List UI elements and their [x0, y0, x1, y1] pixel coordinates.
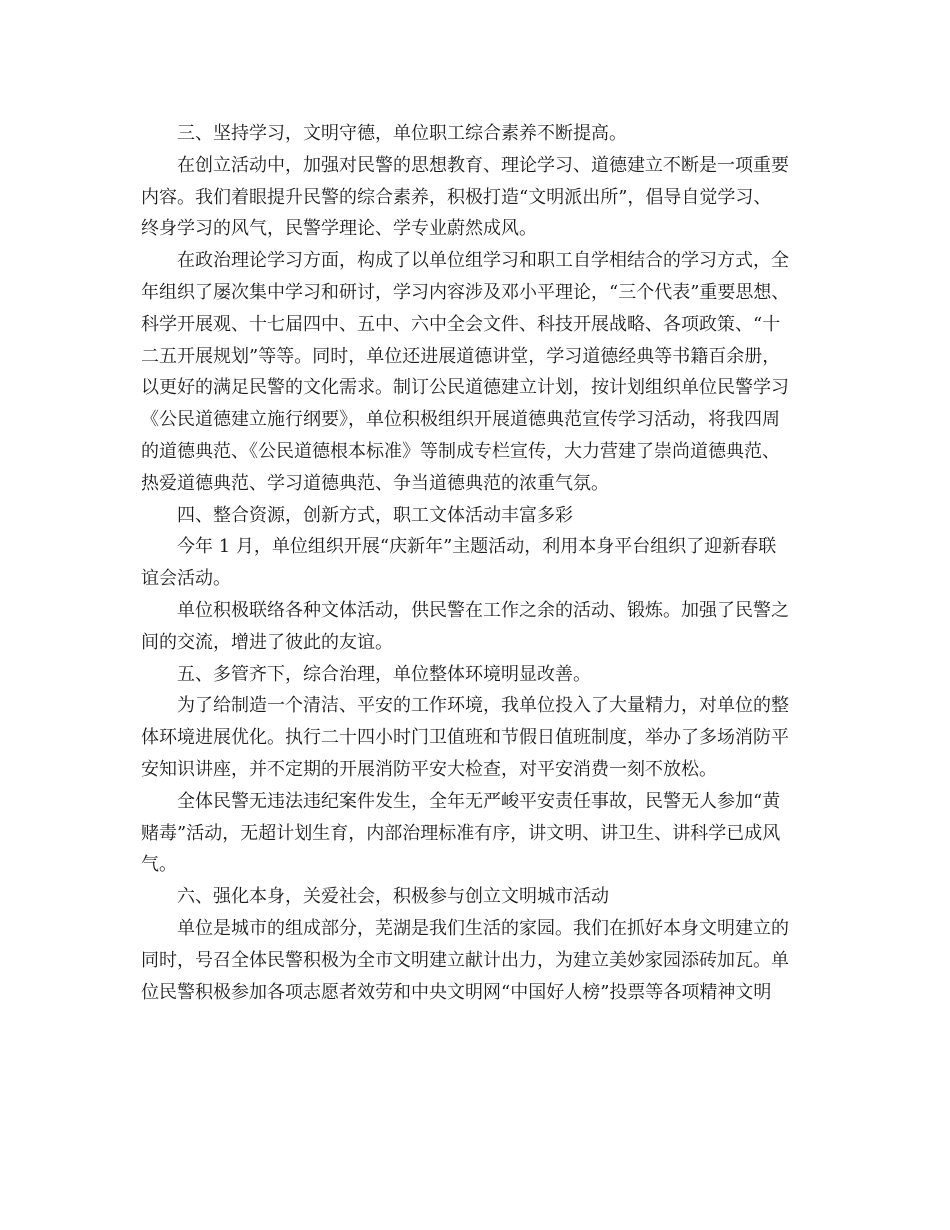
document-line: 的道德典范、《公民道德根本标准》等制成专栏宣传，大力营建了崇尚道德典范、	[141, 440, 780, 462]
document-line: 六、强化本身，关爱社会，积极参与创立文明城市活动	[177, 886, 609, 908]
document-line: 单位积极联络各种文体活动，供民警在工作之余的活动、锻炼。加强了民警之	[177, 599, 789, 621]
document-line: 间的交流，增进了彼此的友谊。	[141, 631, 393, 653]
document-line: 在政治理论学习方面，构成了以单位组学习和职工自学相结合的学习方式，全	[177, 250, 789, 272]
document-line: 以更好的满足民警的文化需求。制订公民道德建立计划，按计划组织单位民警学习	[141, 377, 789, 399]
document-line: 二五开展规划”等等。同时，单位还进展道德讲堂，学习道德经典等书籍百余册，	[141, 345, 781, 367]
document-line: 四、整合资源，创新方式，职工文体活动丰富多彩	[177, 504, 573, 526]
document-line: 全体民警无违法违纪案件发生，全年无严峻平安责任事故，民警无人参加“黄	[177, 790, 781, 812]
document-line: 体环境进展优化。执行二十四小时门卫值班和节假日值班制度，举办了多场消防平	[141, 727, 789, 749]
document-line: 安知识讲座，并不定期的开展消防平安大检查，对平安消费一刻不放松。	[141, 758, 717, 780]
document-line: 年组织了屡次集中学习和研讨，学习内容涉及邓小平理论，“三个代表”重要思想、	[141, 281, 790, 303]
document-line: 热爱道德典范、学习道德典范、争当道德典范的浓重气氛。	[141, 472, 609, 494]
document-line: 终身学习的风气，民警学理论、学专业蔚然成风。	[141, 218, 537, 240]
document-line: 气。	[141, 854, 177, 876]
document-line: 谊会活动。	[141, 568, 231, 590]
document-line: 单位是城市的组成部分，芜湖是我们生活的家园。我们在抓好本身文明建立的	[177, 917, 789, 939]
document-line: 《公民道德建立施行纲要》，单位积极组织开展道德典范宣传学习活动，将我四周	[141, 409, 780, 431]
document-body	[141, 118, 811, 1008]
document-line: 内容。我们着眼提升民警的综合素养，积极打造“文明派出所”，倡导自觉学习、	[141, 186, 772, 208]
document-line: 三、坚持学习，文明守德，单位职工综合素养不断提高。	[177, 123, 627, 144]
document-line: 在创立活动中，加强对民警的思想教育、理论学习、道德建立不断是一项重要	[177, 154, 789, 176]
document-line: 五、多管齐下，综合治理，单位整体环境明显改善。	[177, 663, 591, 685]
document-line: 位民警积极参加各项志愿者效劳和中央文明网“中国好人榜”投票等各项精神文明	[141, 981, 772, 1003]
document-line: 同时，号召全体民警积极为全市文明建立献计出力，为建立美妙家园添砖加瓦。单	[141, 949, 789, 971]
document-line: 今年 1 月，单位组织开展“庆新年”主题活动，利用本身平台组织了迎新春联	[177, 536, 777, 558]
document-line: 科学开展观、十七届四中、五中、六中全会文件、科技开展战略、各项政策、“十	[141, 313, 781, 335]
document-line: 为了给制造一个清洁、平安的工作环境，我单位投入了大量精力，对单位的整	[177, 695, 789, 717]
document-line: 赌毒”活动，无超计划生育，内部治理标准有序，讲文明、讲卫生、讲科学已成风	[141, 822, 781, 844]
